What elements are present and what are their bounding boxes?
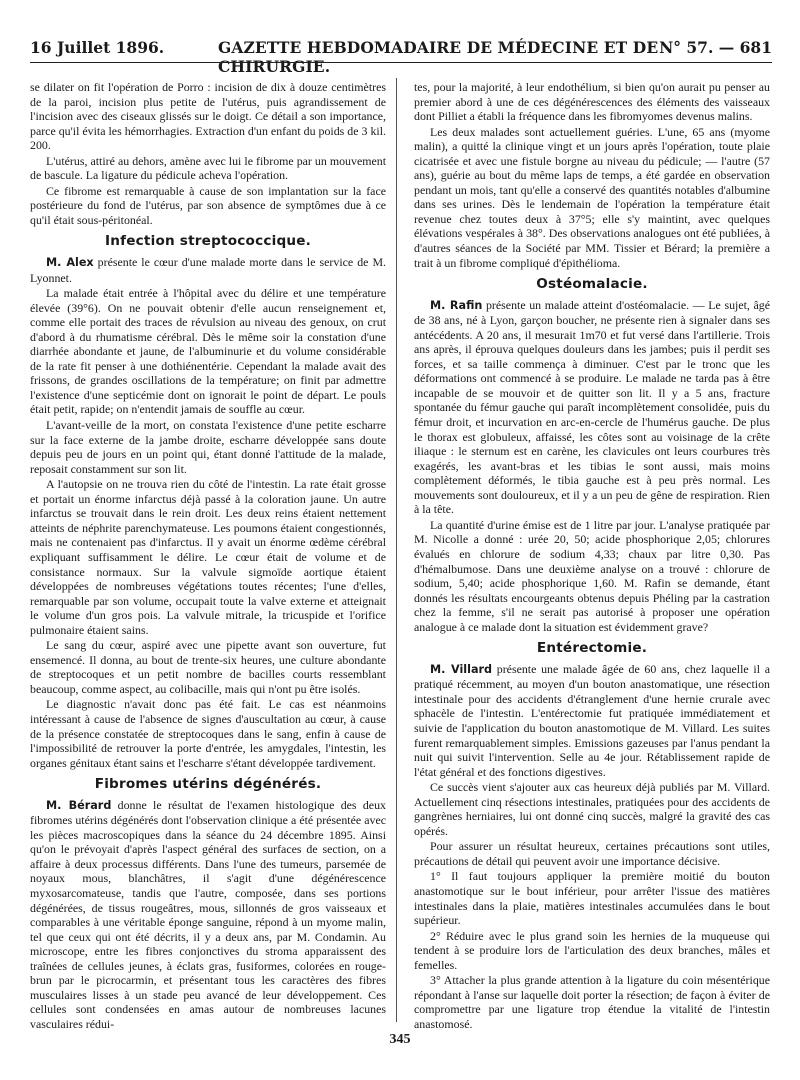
paragraph-text: donne le résultat de l'examen histologique des deux fibromes utérins dégénérés dont l'observation clinique a été présentée avec les pièces macroscopiques dans la séance du 24 décembre 1895. Ainsi qu'on le prévoyait d'après l'aspect général des surfaces de section, on a affaire à deux processus différents. Dans l'une des tumeurs, parsemée de noyaux mous, blanchâtres, il s'agit d'une dégénérescence myxosarcomateuse, tandis que l'autre, composée, dans ses portions dégénérées, de tissus rougeâtres, mous, sillonnés de gros vaisseaux et comparables à une véritable éponge sanguine, répond à un myome malin, tel que ceux qui ont été décrits, il y a deux ans, par M. Condamin. Au microscope, entre les fibres conjonctives du stroma apparaissent des traînées de cellules jeunes, à éclats gras, fusiformes, colorées en rouge-brun par le picrocarmin, et présentant tous les caractères des fibres musculaires lisses à un stade peu avancé de leur développement. Ces cellules sont condensées en amas autour de nombreuses lacunes vasculaires rédui- (30, 797, 386, 1031)
header-rule (30, 62, 772, 63)
paragraph: 1° Il faut toujours appliquer la première moitié du bouton anastomotique sur le bout inférieur, pour arrêter l'issue des matières intestinales dans la plaie, matières intestinales accumulées dans le bout supérieur. (414, 869, 770, 928)
section-heading: Ostéomalacie. (536, 276, 648, 293)
paragraph: 3° Attacher la plus grande attention à la ligature du coin mésentérique répondant à l'anse sur laquelle doit porter la résection; de façon à éviter de compromettre par une ligature trop étendue la vitalité de l'intestin anastomosé. (414, 973, 770, 1031)
paragraph: L'utérus, attiré au dehors, amène avec lui le fibrome par un mouvement de bascule. La ligature du pédicule acheva l'opération. (30, 153, 386, 183)
header-date: 16 Juillet 1896. (30, 38, 165, 57)
paragraph: Ce fibrome est remarquable à cause de son implantation sur la face postérieure du fond de l'utérus, par son absence de symptômes due à ce qu'il était sous-péritonéal. (30, 183, 386, 227)
section-heading: Infection streptococcique. (104, 233, 312, 250)
header-journal-title: GAZETTE HEBDOMADAIRE DE MÉDECINE ET DE CHIRURGIE. (218, 38, 659, 76)
paragraph (414, 662, 770, 779)
paragraph: L'avant-veille de la mort, on constata l'existence d'une petite escharre sur la face externe de la jambe droite, escharre développée sans doute depuis peu de jours en un point qui, étant donné l'attitude de la malade, reposait constamment sur son lit. (30, 418, 386, 476)
paragraph (30, 798, 386, 1032)
paragraph-text: présente le cœur d'une malade morte dans le service de M. Lyonnet. (30, 255, 386, 285)
section-heading: Fibromes utérins dégénérés. (94, 776, 322, 793)
paragraph: 2° Réduire avec le plus grand soin les hernies de la muqueuse qui tendent à se produire lors de l'articulation des deux branches, mâles et femelles. (414, 928, 770, 972)
paragraph: Ce succès vient s'ajouter aux cas heureux déjà publiés par M. Villard. Actuellement cinq résections intestinales, pratiquées pour des accidents de gangrènes herniaires, lui ont donné cinq succès, malgré la gravité des cas opérés. (414, 780, 770, 838)
paragraph: La quantité d'urine émise est de 1 litre par jour. L'analyse pratiquée par M. Nicolle a donné : urée 20, 50; acide phosphorique 2,05; chlorures évalués en chlorure de sodium 4,33; chaux par litre 0,30. Pas d'hémalbumose. Dans une deuxième analyse on a trouvé : chlorure de sodium, 5,40; acide phosphorique 1,60. M. Rafin se demande, étant donnés les résultats encourgeants obtenus depuis Phéling par la castration chez la femme, s'il ne serait pas autorisé à proposer une opération analogue à ce malade dont la situation est évidemment grave? (414, 517, 770, 634)
column-divider (396, 78, 397, 1022)
paragraph-text: présente un malade atteint d'ostéomalacie. — Le sujet, âgé de 38 ans, né à Lyon, garçon boucher, ne présente rien à signaler dans ses antécédents. A 20 ans, il mesurait 1m70 et fut versé dans l'artillerie. Trois ans après, il éprouva quelques douleurs dans les jambes; puis il perdit ses forces, et sa taille commença à diminuer. C'est par le tronc que les déformations ont commencé à se produire. Le malade ne tarda pas à être incapable de se mouvoir et de quitter son lit. Il y a 5 ans, fracture spontanée du fémur gauche qui paraît incomplètement consolidée, puis du fémur droit, et incurvation en arc-en-cercle de l'humérus gauche. De plus le thorax est globuleux, affaissé, les côtes sont au voisinage de la crête iliaque : le sternum est en carène, les clavicules ont leurs courbures très exagérés, les avant-bras et les tibias le sont aussi, mais moins complètement déformés, le tibia gauche est à peu près normal. Les mouvements sont douloureux, et il y a un peu de gêne de respiration. Rien à la tête. (414, 297, 771, 517)
speaker-name: M. Rafin (430, 298, 483, 312)
running-header (30, 36, 772, 76)
paragraph: Le sang du cœur, aspiré avec une pipette avant son ouverture, fut ensemencé. Il donna, au bout de trente-six heures, une culture abondante de streptocoques et un petit nombre de bacilles courts ressemblant beaucoup, comme aspect, au colibacille, mais qui n'ont pu être isolés. (30, 638, 386, 696)
section-heading: Entérectomie. (536, 640, 648, 657)
paragraph: se dilater on fit l'opération de Porro : incision de dix à douze centimètres de la paroi, incision plus petite de l'utérus, puis agrandissement de l'incision avec des ciseaux glissés sur le doigt. Ce détail a son importance, parce qu'il évita les hémorrhagies. Extraction d'un enfant du poids de 3 kil. 200. (30, 80, 386, 153)
paragraph: Pour assurer un résultat heureux, certaines précautions sont utiles, précautions de détail qui peuvent avoir une importance décisive. (414, 839, 770, 868)
paragraph: tes, pour la majorité, à leur endothélium, si bien qu'on aurait pu penser au premier abord à une de ces dégénérescences des éléments des vaisseaux dont Pilliet a établi la fréquence dans les fibromyomes devenus malins. (414, 80, 770, 124)
paragraph: Le diagnostic n'avait donc pas été fait. Le cas est néanmoins intéressant à cause de l'absence de signes d'auscultation au cœur, à cause de la présence constatée de streptocoques dans le sang, enfin à cause de l'impossibilité de retrouver la porte d'entrée, les amygdales, l'intestin, les organes génitaux étant sains et l'escharre s'étant développée tardivement. (30, 697, 386, 770)
paragraph: A l'autopsie on ne trouva rien du côté de l'intestin. La rate était grosse et portait un énorme infarctus déjà passé à la coloration jaune. Un autre infarctus se trouvait dans le rein droit. Les deux reins étaient nettement atteints de néphrite parenchymateuse. Les poumons étaient congestionnés, mais ne contenaient pas d'infarctus. Il y avait un énorme œdème cérébral expliquant suffisamment le délire. Le cœur était de volume et de consistance normaux. Sur la valvule sigmoïde aortique étaient développées de nombreuses végétations toutes récentes; l'une d'elles, remarquable par son volume, occupait toute la valve externe et atteignait le volume d'un gros pois. La valvule mitrale, la tricuspide et l'orifice pulmonaire étaient sains. (30, 477, 386, 637)
speaker-name: M. Villard (430, 662, 493, 676)
paragraph (30, 255, 386, 285)
page-number: 345 (389, 1032, 411, 1047)
speaker-name: M. Bérard (46, 798, 112, 812)
speaker-name: M. Alex (46, 256, 94, 270)
paragraph (414, 298, 770, 517)
right-column (414, 80, 770, 1032)
left-column (30, 80, 386, 1032)
paragraph: La malade était entrée à l'hôpital avec du délire et une température élevée (39°6). On ne pouvait obtenir d'elle aucun renseignement et, comme elle portait des traces de révulsion au niveau des genoux, on crut d'abord à du rhumatisme cérébral. Dès le même soir la constation d'une diarrhée abondante et jaune, de l'albuminurie et du volume considérable de la rate fit penser à une dothiénentérie. Cependant la malade avait des frissons, de grandes oscillations de la température; on finit par admettre l'existence d'une septicémie dont on ignorait le point de départ. Le pouls était petit, rapide; on n'entendit jamais de souffle au cœur. (30, 286, 386, 417)
header-issue-number: N° 57. — 681 (659, 38, 772, 57)
paragraph-text: présente une malade âgée de 60 ans, chez laquelle il a pratiqué récemment, au moyen d'un bouton anastomatique, une résection intestinale pour des accidents d'étranglement d'une hernie crurale avec sphacèle de l'intestin. L'entérectomie fut pratiquée immédiatement et suivie de l'application du bouton anastomotique de M. Villard. Les suites furent remarquablement simples. Emissions gazeuses par l'anus pendant la nuit qui suivit l'intervention. Selle au 4e jour. Rétablissement rapide de l'état général et des fonctions digestives. (414, 661, 770, 779)
paragraph: Les deux malades sont actuellement guéries. L'une, 65 ans (myome malin), a quitté la clinique vingt et un jours après l'opération, toute plaie cicatrisée et avec une fistule borgne au niveau du pédicule; — l'autre (57 ans), guérie au bout du même laps de temps, a été gardée en observation pendant un mois, tant qu'elle a conservé des quantités notables d'albumine dans ses urines. Dès le lendemain de l'opération la température était revenue chez toutes deux à 37°5; elle s'y maintint, avec quelques élévations vespérales à 38°. Des observations analogues ont été publiées, à d'autres séances de la Société par MM. Tissier et Bérard; la première a trait à un fibrome compliqué d'épithélioma. (414, 124, 770, 270)
